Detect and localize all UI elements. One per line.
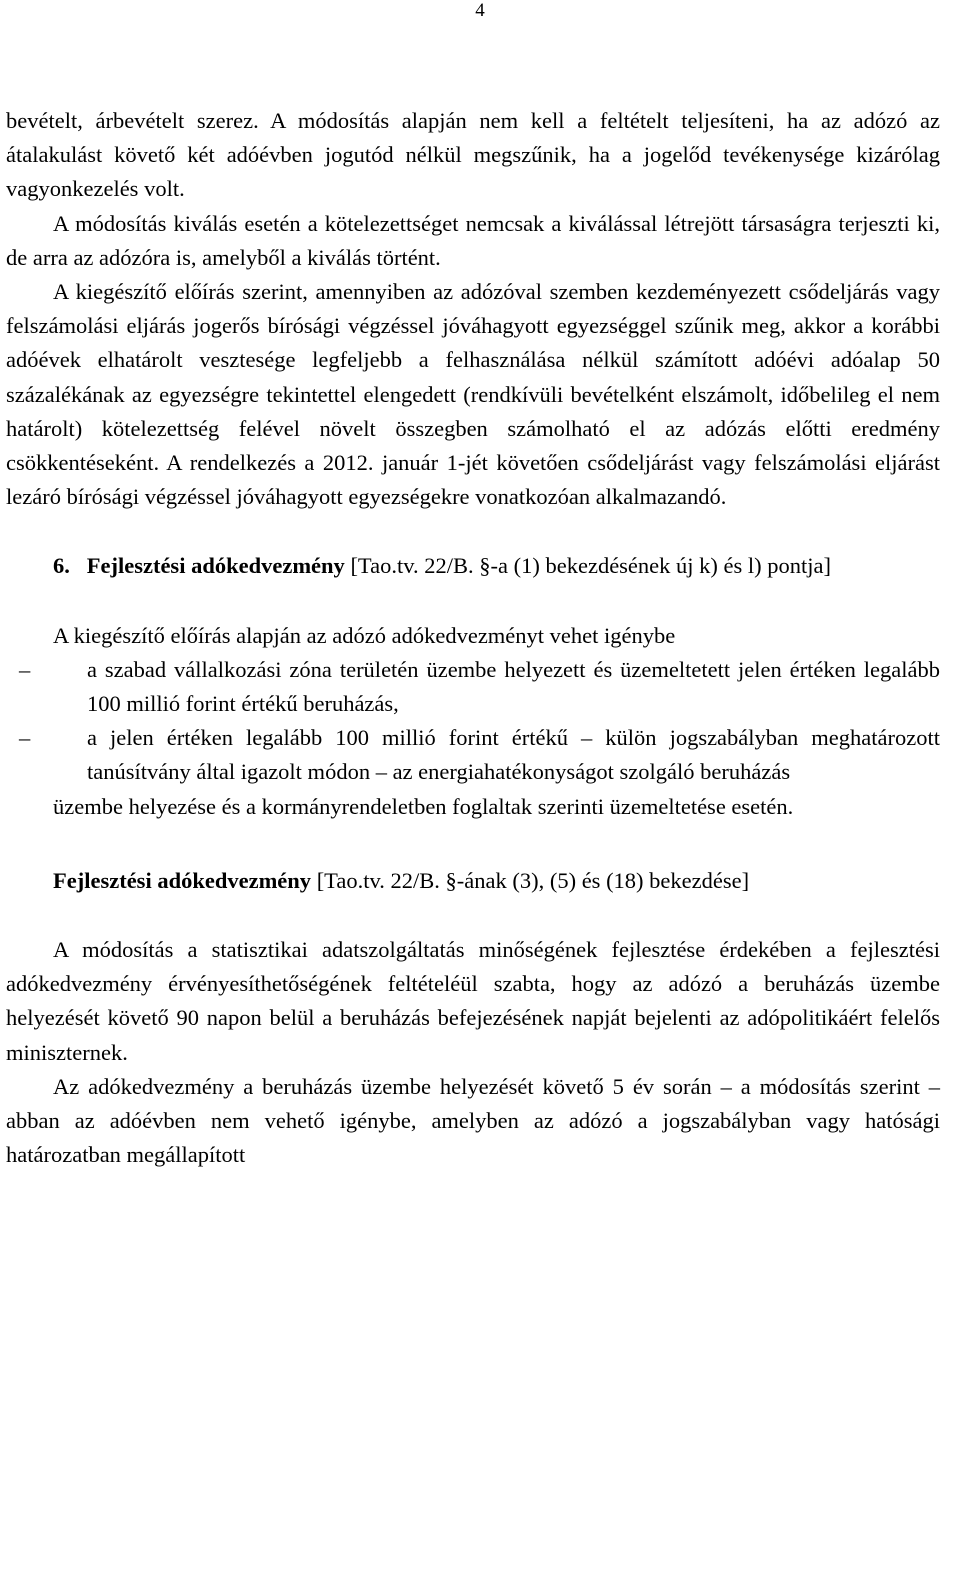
section-6-number: 6.	[53, 553, 70, 579]
section-6-title: Fejlesztési adókedvezmény	[86, 553, 345, 579]
list-item-text: a jelen értéken legalább 100 millió forint értékű – külön jogszabályban meghatározott tanúsítvány által igazolt módon – az energiahatékonyságot szolgáló beruházás	[87, 725, 940, 785]
list-item	[6, 721, 940, 789]
paragraph-intro: A kiegészítő előírás alapján az adózó adókedvezményt vehet igénybe	[53, 622, 676, 648]
section-b-title: Fejlesztési adókedvezmény	[53, 867, 312, 893]
list-item-text: a szabad vállalkozási zóna területén üzembe helyezett és üzemeltetett jelen értéken legalább 100 millió forint értékű beruházás,	[87, 656, 940, 717]
dash-bullet: –	[19, 725, 31, 751]
paragraph-closing: üzembe helyezése és a kormányrendeletben foglaltak szerinti üzemeltetése esetén.	[53, 793, 794, 819]
page-number: 4	[475, 0, 485, 21]
paragraph-kivalas: A módosítás kiválás esetén a kötelezettséget nemcsak a kiválással létrejött társaságra terjeszti ki, de arra az adózóra is, amelyből a kiválás történt.	[6, 210, 940, 270]
section-6-reference: [Tao.tv. 22/B. §-a (1) bekezdésének új k) és l) pontja]	[344, 553, 831, 579]
section-6-heading	[6, 549, 940, 583]
section-b-reference: [Tao.tv. 22/B. §-ának (3), (5) és (18) bekezdése]	[311, 867, 750, 893]
benefit-list	[6, 653, 940, 790]
paragraph-continuation: bevételt, árbevételt szerez. A módosítás alapján nem kell a feltételt teljesíteni, ha az adózó az átalakulást követő két adóévben jogutód nélkül megszűnik, ha a jogelőd tevékenysége kizárólag vagyonkezelés volt.	[6, 108, 940, 202]
section-b-heading	[6, 864, 940, 898]
paragraph-adokedvezmeny: Az adókedvezmény a beruházás üzembe helyezését követő 5 év során – a módosítás szerint – abban az adóévben nem vehető igénybe, amelyben az adózó a jogszabályban vagy hatósági határozatban megállapított	[6, 1073, 940, 1168]
list-item	[6, 653, 940, 721]
document-body	[6, 104, 940, 1172]
paragraph-statisztikai: A módosítás a statisztikai adatszolgáltatás minőségének fejlesztése érdekében a fejlesztési adókedvezmény érvényesíthetőségének feltételéül szabta, hogy az adózó a beruházás üzembe helyezését követő 90 napon belül a beruházás befejezésének napját bejelenti az adópolitikáért felelős miniszternek.	[6, 937, 940, 1065]
paragraph-csodeljaras: A kiegészítő előírás szerint, amennyiben az adózóval szemben kezdeményezett csődeljárás vagy felszámolási eljárás jogerős bírósági végzéssel jóváhagyott egyezséggel szűnik meg, akkor a korábbi adóévek elhatárolt vesztesége legfeljebb a felhasználása nélkül számított adóévi adóalap 50 százalékának az egyezségre tekintettel elengedett (rendkívüli bevételként elszámolt, időbelileg el nem határolt) kötelezettség felével növelt összegben számolható el az adózás előtti eredmény csökkentéseként. A rendelkezés a 2012. január 1-jét követően csődeljárást vagy felszámolási eljárást lezáró bírósági végzéssel jóváhagyott egyezségekre vonatkozóan alkalmazandó.	[6, 279, 940, 510]
dash-bullet: –	[19, 656, 31, 682]
